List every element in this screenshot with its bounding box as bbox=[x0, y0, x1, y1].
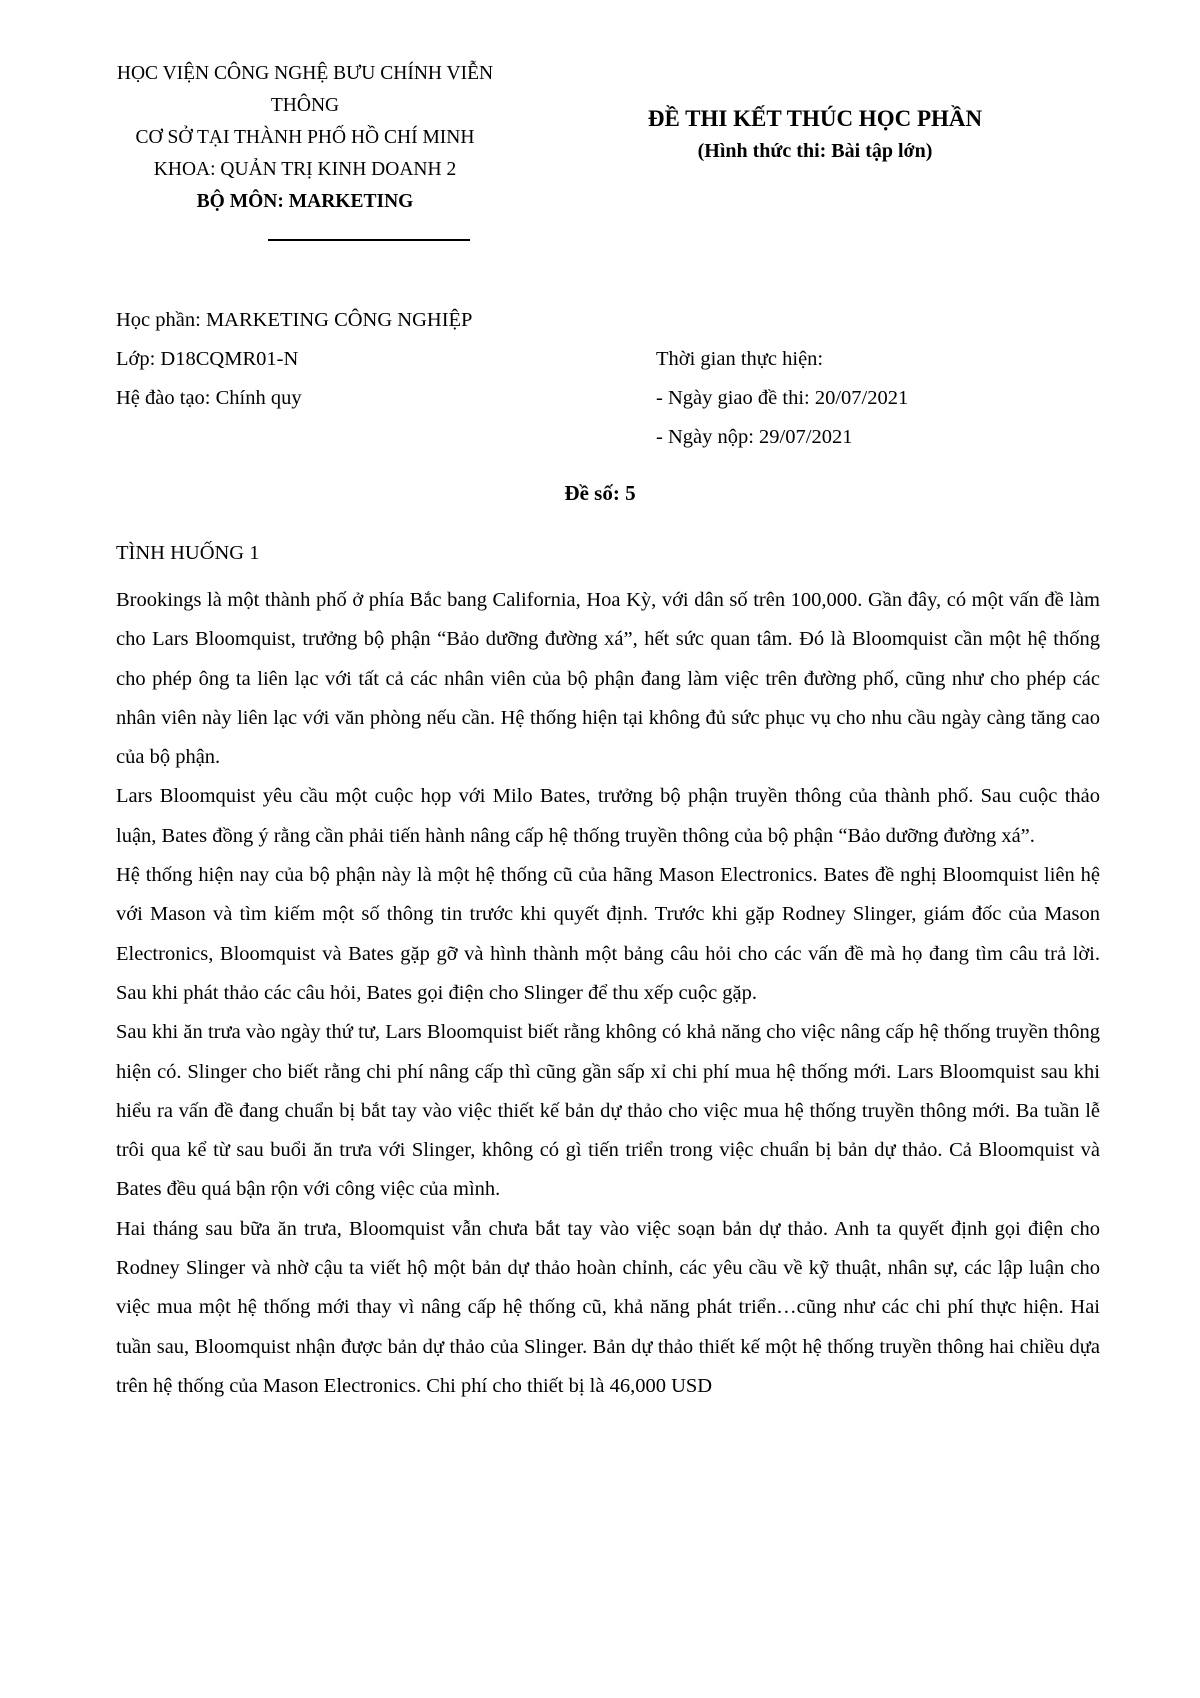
institution-line: KHOA: QUẢN TRỊ KINH DOANH 2 bbox=[153, 159, 457, 180]
exam-title: ĐỀ THI KẾT THÚC HỌC PHẦN bbox=[647, 106, 983, 131]
exam-format: (Hình thức thi: Bài tập lớn) bbox=[697, 140, 933, 162]
class-code: Lớp: D18CQMR01-N bbox=[116, 348, 299, 370]
case-body bbox=[116, 581, 1100, 1406]
schedule-info bbox=[656, 340, 908, 457]
case-paragraph: Brookings là một thành phố ở phía Bắc bang California, Hoa Kỳ, với dân số trên 100,000. Gần đây, có một vấn đề làm cho Lars Bloomquist, trưởng bộ phận “Bảo dưỡng đường xá”, hết sức quan tâm. Đó là Bloomquist cần một hệ thống cho phép ông ta liên lạc với tất cả các nhân viên của bộ phận đang làm việc trên đường phố, cũng như cho phép các nhân viên này liên lạc với văn phòng nếu cần. Hệ thống hiện tại không đủ sức phục vụ cho nhu cầu ngày càng tăng cao của bộ phận. bbox=[116, 589, 1100, 769]
case-paragraph: Hai tháng sau bữa ăn trưa, Bloomquist vẫn chưa bắt tay vào việc soạn bản dự thảo. Anh ta quyết định gọi điện cho Rodney Slinger và nhờ cậu ta viết hộ một bản dự thảo hoàn chỉnh, các yêu cầu về kỹ thuật, nhân sự, các lập luận cho việc mua một hệ thống mới thay vì nâng cấp hệ thống cũ, khả năng phát triển…cũng như các chi phí thực hiện. Hai tuần sau, Bloomquist nhận được bản dự thảo của Slinger. Bản dự thảo thiết kế một hệ thống truyền thông hai chiều dựa trên hệ thống của Mason Electronics. Chi phí cho thiết bị là 46,000 USD bbox=[116, 1217, 1100, 1397]
case-title: TÌNH HUỐNG 1 bbox=[116, 542, 260, 564]
institution-line: HỌC VIỆN CÔNG NGHỆ BƯU CHÍNH VIỄN THÔNG bbox=[116, 63, 494, 116]
exam-header bbox=[600, 104, 1030, 168]
header-divider bbox=[268, 239, 470, 241]
course-info bbox=[116, 301, 472, 418]
exam-number: Đề số: 5 bbox=[564, 481, 636, 505]
institution-header bbox=[110, 58, 500, 218]
institution-line: CƠ SỞ TẠI THÀNH PHỐ HỒ CHÍ MINH bbox=[135, 127, 475, 148]
assign-date: - Ngày giao đề thi: 20/07/2021 bbox=[656, 387, 909, 409]
time-label: Thời gian thực hiện: bbox=[656, 348, 824, 370]
department-name: BỘ MÔN: MARKETING bbox=[196, 191, 414, 212]
training-type: Hệ đào tạo: Chính quy bbox=[116, 387, 302, 409]
case-paragraph: Sau khi ăn trưa vào ngày thứ tư, Lars Bloomquist biết rằng không có khả năng cho việc nâng cấp hệ thống truyền thông hiện có. Slinger cho biết rằng chi phí nâng cấp thì cũng gần sấp xỉ chi phí mua hệ thống mới. Lars Bloomquist sau khi hiểu ra vấn đề đang chuẩn bị bắt tay vào việc thiết kế bản dự thảo cho việc mua hệ thống truyền thông mới. Ba tuần lễ trôi qua kể từ sau buổi ăn trưa với Slinger, không có gì tiến triển trong việc chuẩn bị bản dự thảo. Cả Bloomquist và Bates đều quá bận rộn với công việc của mình. bbox=[116, 1021, 1100, 1201]
case-paragraph: Lars Bloomquist yêu cầu một cuộc họp với Milo Bates, trưởng bộ phận truyền thông của thành phố. Sau cuộc thảo luận, Bates đồng ý rằng cần phải tiến hành nâng cấp hệ thống truyền thông của bộ phận “Bảo dưỡng đường xá”. bbox=[116, 785, 1100, 847]
case-paragraph: Hệ thống hiện nay của bộ phận này là một hệ thống cũ của hãng Mason Electronics. Bates đề nghị Bloomquist liên hệ với Mason và tìm kiếm một số thông tin trước khi quyết định. Trước khi gặp Rodney Slinger, giám đốc của Mason Electronics, Bloomquist và Bates gặp gỡ và hình thành một bảng câu hỏi cho các vấn đề mà họ đang tìm câu trả lời. Sau khi phát thảo các câu hỏi, Bates gọi điện cho Slinger để thu xếp cuộc gặp. bbox=[116, 864, 1100, 1004]
course-name: Học phần: MARKETING CÔNG NGHIỆP bbox=[116, 309, 473, 331]
submit-date: - Ngày nộp: 29/07/2021 bbox=[656, 426, 853, 448]
